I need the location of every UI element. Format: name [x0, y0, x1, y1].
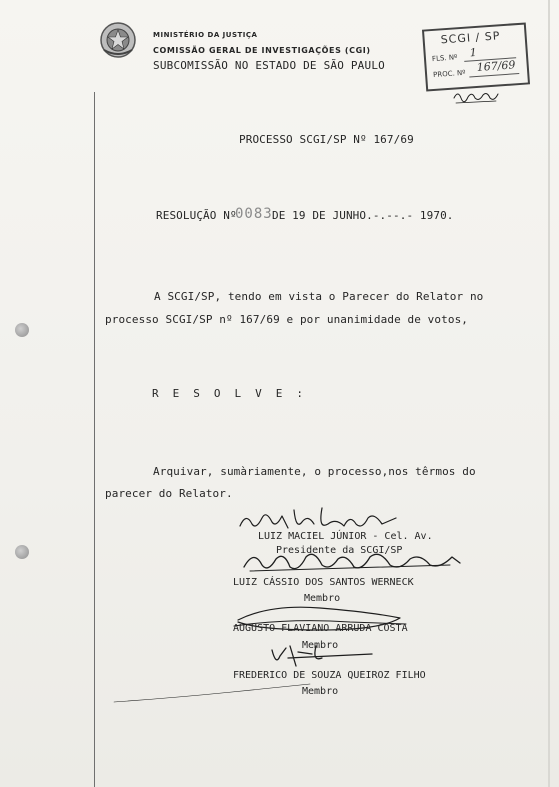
paragraph-2-line-2: parecer do Relator. [105, 487, 233, 500]
paragraph-1-line-2: processo SCGI/SP nº 167/69 e por unanimidade de votos, [105, 313, 469, 326]
coat-of-arms-icon [98, 20, 138, 60]
subcommission-label: SUBCOMISSÃO NO ESTADO DE SÃO PAULO [153, 59, 385, 72]
punch-hole [15, 323, 29, 337]
archive-stamp [422, 22, 530, 91]
resolution-prefix: RESOLUÇÃO Nº [156, 209, 237, 222]
resolution-number: 0083 [235, 206, 273, 222]
stamp-proc-label: PROC. Nº [432, 68, 466, 80]
paragraph-1-line-1: A SCGI/SP, tendo em vista o Parecer do Relator no [154, 290, 484, 303]
page-edge [548, 0, 550, 787]
stamp-initials-signature [452, 86, 500, 106]
process-number: PROCESSO SCGI/SP Nº 167/69 [239, 133, 414, 146]
signatory-role: Membro [302, 686, 339, 697]
signatory-name: LUIZ CÁSSIO DOS SANTOS WERNECK [233, 577, 414, 588]
punch-hole [15, 545, 29, 559]
stray-pen-line [112, 680, 312, 706]
commission-label: COMISSÃO GERAL DE INVESTIGAÇÕES (CGI) [153, 46, 371, 55]
paragraph-2-line-1: Arquivar, sumàriamente, o processo,nos têrmos do [153, 465, 476, 478]
margin-line [94, 92, 95, 787]
stamp-fls-label: FLS. Nº [431, 53, 458, 64]
ministry-label: MINISTÉRIO DA JUSTIÇA [153, 31, 258, 39]
stamp-title: SCGI / SP [440, 29, 501, 47]
resolution-date: DE 19 DE JUNHO.-.--.- 1970. [272, 209, 454, 222]
signatory-name: FREDERICO DE SOUZA QUEIROZ FILHO [233, 670, 426, 681]
stamp-fls-value: 1 [469, 45, 478, 60]
signatory-name: AUGUSTO FLAVIANO ARRUDA COSTA [233, 623, 408, 634]
signatory-role: Membro [304, 593, 341, 604]
signatory-name: LUIZ MACIEL JÚNIOR - Cel. Av. [258, 531, 433, 542]
resolve-heading: RESOLVE: [152, 387, 317, 400]
stamp-proc-value: 167/69 [476, 58, 516, 74]
signatory-role: Presidente da SCGI/SP [276, 545, 403, 556]
signatory-role: Membro [302, 640, 339, 651]
